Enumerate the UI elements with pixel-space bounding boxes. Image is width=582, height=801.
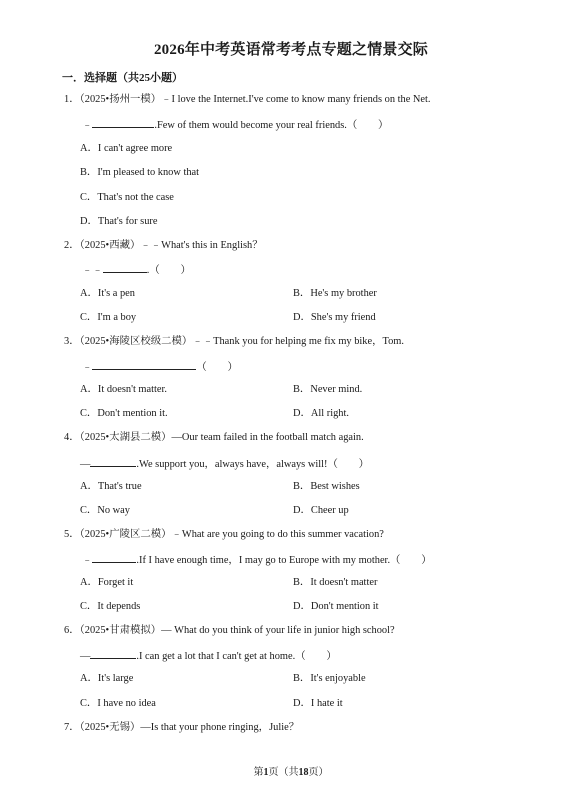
option-d: D．That's for sure xyxy=(80,216,158,227)
question-stem: 1．（2025•扬州一模）﹣I love the Internet.I've come to know many friends on the Net. xyxy=(64,94,431,105)
question-stem: 2．（2025•西藏）﹣﹣What's this in English？ xyxy=(64,240,263,251)
question-stem: 4．（2025•太湖县二模）—Our team failed in the football match again. xyxy=(64,432,364,443)
line-suffix: .（ ） xyxy=(146,265,191,276)
option-c: C．That's not the case xyxy=(80,192,174,203)
option-c: C．I'm a boy xyxy=(80,312,137,323)
option-a: A．That's true xyxy=(80,481,142,492)
option-c: C．It depends xyxy=(80,601,141,612)
line-suffix: .We support you，always have，always will!（ ） xyxy=(136,459,370,470)
option-d: D．I hate it xyxy=(293,698,343,709)
footer-page-number: 1 xyxy=(263,767,269,778)
line-suffix: .I can get a lot that I can't get at home.（ ） xyxy=(136,651,337,662)
answer-blank xyxy=(103,262,147,273)
answer-blank xyxy=(92,552,136,563)
option-d: D．Cheer up xyxy=(293,505,349,516)
question-stem: 6．（2025•甘肃模拟）— What do you think of your life in junior high school? xyxy=(64,625,395,636)
page-title: 2026年中考英语常考考点专题之情景交际 xyxy=(153,42,428,58)
option-b: B．He's my brother xyxy=(293,288,377,299)
question-stem: 7．（2025•无锡）—Is that your phone ringing，Julie？ xyxy=(64,722,300,733)
answer-blank xyxy=(90,648,136,659)
option-b: B．I'm pleased to know that xyxy=(80,167,200,178)
footer-prefix: 第 xyxy=(253,767,264,778)
answer-blank xyxy=(92,117,154,128)
page-footer xyxy=(0,763,582,778)
question-answer-line xyxy=(82,262,191,278)
question-answer-line xyxy=(82,359,238,375)
line-suffix: （ ） xyxy=(196,362,238,373)
dash-prefix: — xyxy=(80,651,91,662)
dash-prefix: ﹣ xyxy=(82,362,93,373)
option-d: D．All right. xyxy=(293,408,349,419)
answer-blank xyxy=(92,359,196,370)
footer-suffix: 页） xyxy=(308,767,329,778)
option-d: D．She's my friend xyxy=(293,312,376,323)
dash-prefix: — xyxy=(80,459,91,470)
option-b: B．It's enjoyable xyxy=(293,673,366,684)
footer-total-pages: 18 xyxy=(298,767,309,778)
option-b: B．It doesn't matter xyxy=(293,577,378,588)
option-a: A．Forget it xyxy=(80,577,134,588)
question-answer-line xyxy=(82,552,432,568)
section-heading: 一．选择题（共25小题） xyxy=(62,72,183,84)
footer-mid: 页（共 xyxy=(268,767,299,778)
option-d: D．Don't mention it xyxy=(293,601,379,612)
question-stem: 3．（2025•海陵区校级二模）﹣﹣Thank you for helping me fix my bike，Tom. xyxy=(64,336,404,347)
question-stem: 5．（2025•广陵区二模）﹣What are you going to do this summer vacation? xyxy=(64,529,384,540)
line-suffix: .Few of them would become your real friends.（ ） xyxy=(154,120,389,131)
option-c: C．No way xyxy=(80,505,130,516)
question-answer-line xyxy=(80,648,337,664)
option-b: B．Best wishes xyxy=(293,481,360,492)
option-c: C．Don't mention it. xyxy=(80,408,168,419)
option-c: C．I have no idea xyxy=(80,698,156,709)
option-a: A．It's large xyxy=(80,673,134,684)
option-a: A．It doesn't matter. xyxy=(80,384,168,395)
option-a: A．It's a pen xyxy=(80,288,135,299)
question-answer-line xyxy=(80,456,369,472)
dash-prefix: ﹣ xyxy=(82,555,93,566)
dash-prefix: ﹣ xyxy=(82,120,93,131)
answer-blank xyxy=(90,456,136,467)
line-suffix: .If I have enough time，I may go to Europe with my mother.（ ） xyxy=(136,555,432,566)
option-b: B．Never mind. xyxy=(293,384,363,395)
question-answer-line xyxy=(82,117,388,133)
dash-prefix: ﹣﹣ xyxy=(82,265,103,276)
option-a: A．I can't agree more xyxy=(80,143,173,154)
